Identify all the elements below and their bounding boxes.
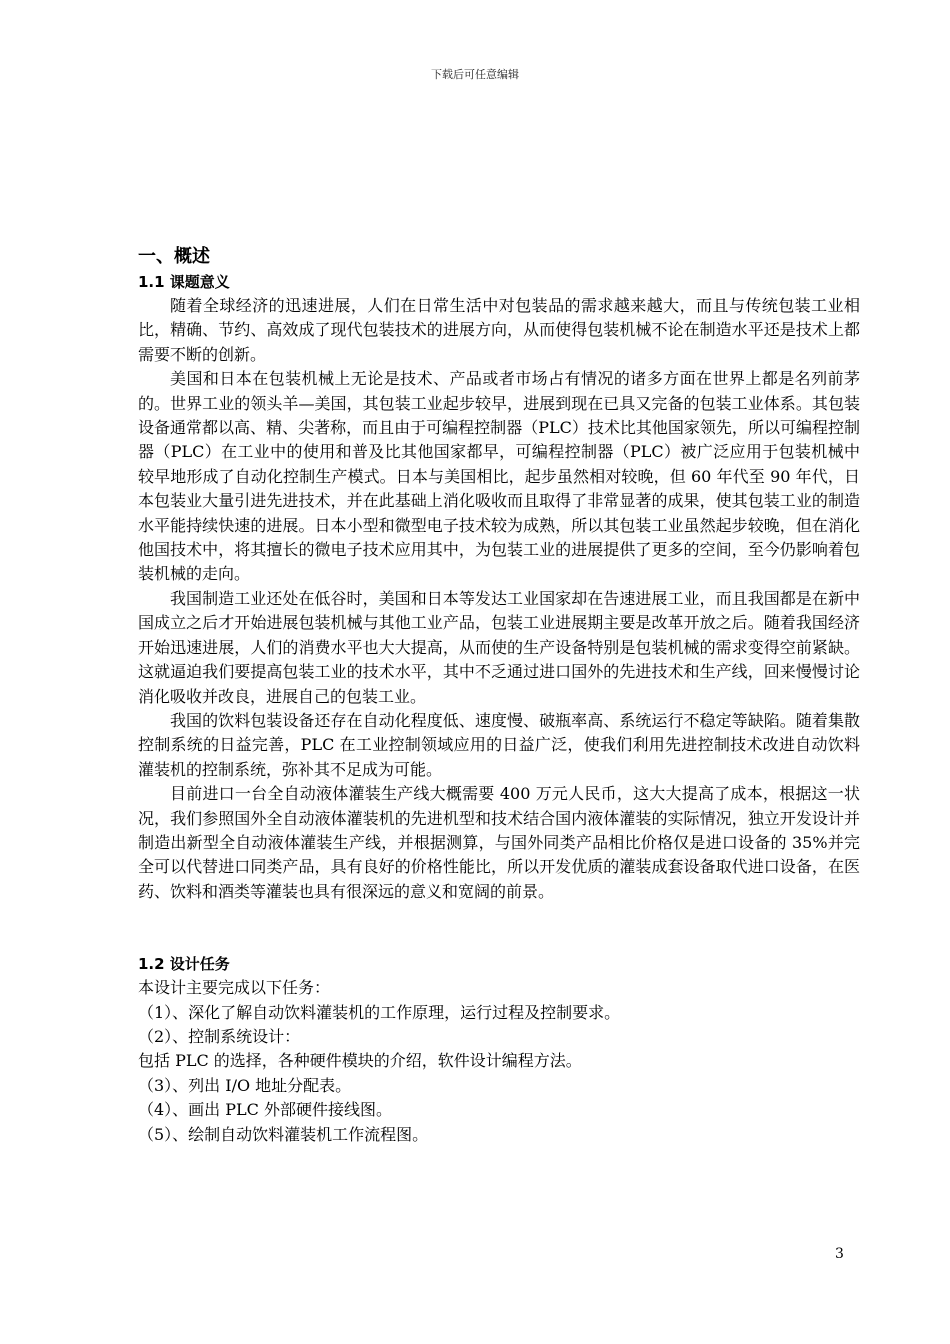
header-note: 下载后可任意编辑	[431, 68, 519, 81]
paragraph: 美国和日本在包装机械上无论是技术、产品或者市场占有情况的诸多方面在世界上都是名列前茅的。世界工业的领头羊—美国，其包装工业起步较早，进展到现在已具又完备的包装工业体系。其包装设备通常都以高、精、尖著称，而且由于可编程控制器（PLC）技术比其他国家领先，所以可编程控制器（PLC）在工业中的使用和普及比其他国家都早，可编程控制器（PLC）被广泛应用于包装机械中较早地形成了自动化控制生产模式。日本与美国相比，起步虽然相对较晚，但 60 年代至 90 年代，日本包装业大量引进先进技术，并在此基础上消化吸收而且取得了非常显著的成果，使其包装工业的制造水平能持续快速的进展。日本小型和微型电子技术较为成熟，所以其包装工业虽然起步较晚，但在消化他国技术中，将其擅长的微电子技术应用其中，为包装工业的进展提供了更多的空间，至今仍影响着包装机械的走向。	[138, 369, 860, 584]
task-item: 包括 PLC 的选择，各种硬件模块的介绍，软件设计编程方法。	[138, 1051, 582, 1071]
paragraph: 我国的饮料包装设备还存在自动化程度低、速度慢、破瓶率高、系统运行不稳定等缺陷。随着集散控制系统的日益完善，PLC 在工业控制领域应用的日益广泛，使我们利用先进控制技术改进自动饮料灌装机的控制系统，弥补其不足成为可能。	[138, 710, 860, 779]
task-item: （5）、绘制自动饮料灌装机工作流程图。	[138, 1124, 429, 1144]
document-body	[138, 244, 860, 1147]
paragraph: 我国制造工业还处在低谷时，美国和日本等发达工业国家却在告速进展工业，而且我国都是在新中国成立之后才开始进展包装机械与其他工业产品，包装工业进展期主要是改革开放之后。随着我国经济开始迅速进展，人们的消费水平也大大提高，从而使的生产设备特别是包装机械的需求变得空前紧缺。这就逼迫我们要提高包装工业的技术水平，其中不乏通过进口国外的先进技术和生产线，回来慢慢讨论消化吸收并改良，进展自己的包装工业。	[138, 588, 860, 706]
task-item: （1）、深化了解自动饮料灌装机的工作原理，运行过程及控制要求。	[138, 1002, 621, 1022]
page-number: 3	[835, 1246, 844, 1262]
task-item: （3）、列出 I/O 地址分配表。	[138, 1075, 352, 1095]
subsection-title-1-2: 1.2 设计任务	[138, 955, 230, 974]
task-intro: 本设计主要完成以下任务：	[138, 978, 331, 998]
section-title: 一、概述	[138, 246, 210, 267]
paragraph: 目前进口一台全自动液体灌装生产线大概需要 400 万元人民币，这大大提高了成本，根据这一状况，我们参照国外全自动液体灌装机的先进机型和技术结合国内液体灌装的实际情况，独立开发设计并制造出新型全自动液体灌装生产线，并根据测算，与国外同类产品相比价格仅是进口设备的 35%并完全可以代替进口同类产品，具有良好的价格性能比，所以开发优质的灌装成套设备取代进口设备，在医药、饮料和酒类等灌装也具有很深远的意义和宽阔的前景。	[138, 784, 860, 901]
subsection-title-1-1: 1.1 课题意义	[138, 273, 230, 291]
task-item: （4）、画出 PLC 外部硬件接线图。	[138, 1100, 392, 1120]
section-gap	[138, 904, 860, 952]
paragraph: 随着全球经济的迅速进展，人们在日常生活中对包装品的需求越来越大，而且与传统包装工业相比，精确、节约、高效成了现代包装技术的进展方向，从而使得包装机械不论在制造水平还是技术上都需要不断的创新。	[138, 296, 860, 364]
task-item: （2）、控制系统设计：	[138, 1026, 301, 1046]
